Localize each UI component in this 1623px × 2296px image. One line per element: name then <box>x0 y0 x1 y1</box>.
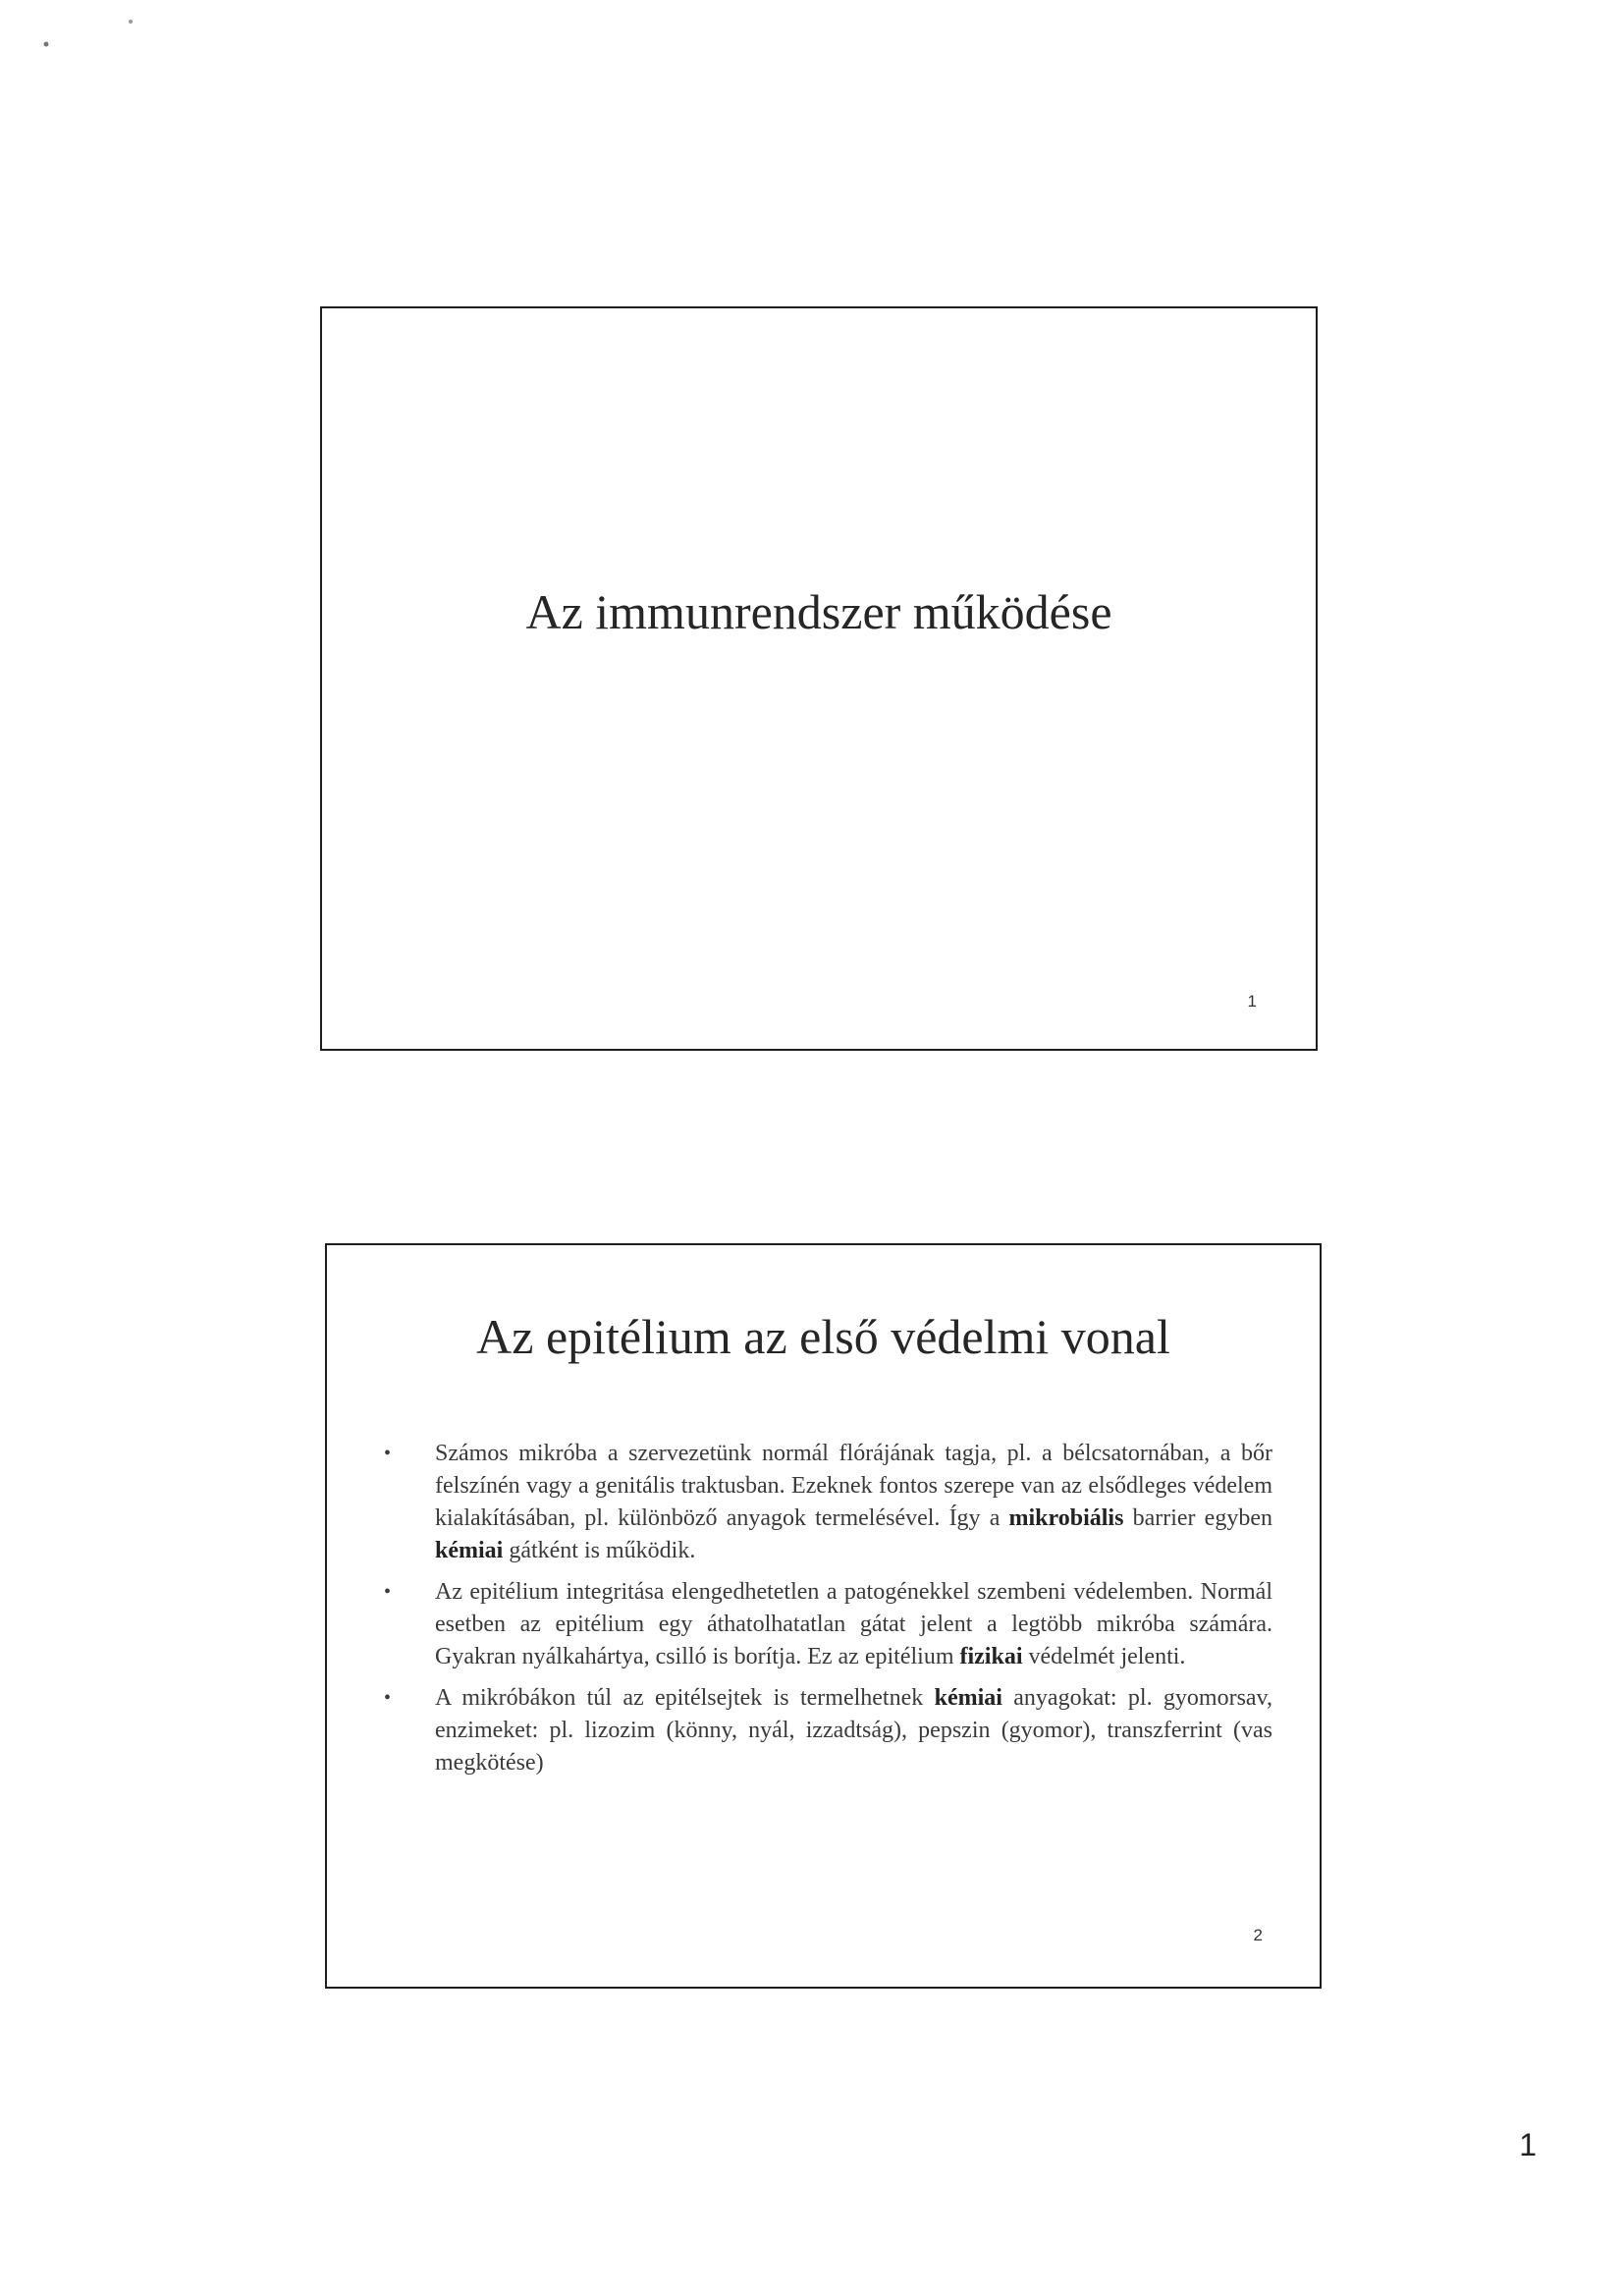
bullet-text: Az epitélium integritása elengedhetetlen a patogénekkel szembeni védelemben. Normál esetben az epitélium egy áthatolhatatlan gátat jelent a legtöbb mikróba számára. Gyakran nyálkahártya, csilló is borítja. Ez az epitélium <box>435 1579 1272 1669</box>
slide-1-number: 1 <box>1247 992 1257 1011</box>
bullet-dot-icon: • <box>384 1443 392 1464</box>
slide-1-title: Az immunrendszer működése <box>525 584 1112 639</box>
bullet-text: Számos mikróba a szervezetünk normál flórájának tagja, pl. a bélcsatornában, a bőr felszínén vagy a genitális traktusban. Ezeknek fontos szerepe van az elsődleges védelem kialakításában, pl. különböző anyagok termelésével. Így a <box>435 1441 1272 1531</box>
bullet-text: gátként is működik. <box>503 1538 696 1563</box>
bold-term: mikrobiális <box>1008 1505 1124 1531</box>
bullet-item <box>384 1576 1272 1673</box>
slide-2-title: Az epitélium az első védelmi vonal <box>476 1309 1170 1364</box>
bold-term: kémiai <box>934 1685 1002 1711</box>
bullet-text: A mikróbákon túl az epitélsejtek is termelhetnek <box>435 1685 935 1711</box>
slide-2-bullet-list <box>384 1438 1272 1788</box>
bullet-item <box>384 1682 1272 1779</box>
slide-2-number: 2 <box>1253 1926 1263 1944</box>
bold-term: kémiai <box>435 1538 504 1563</box>
bullet-dot-icon: • <box>384 1581 392 1603</box>
bullet-text: barrier egyben <box>1123 1505 1272 1531</box>
bullet-dot-icon: • <box>384 1687 392 1709</box>
page-number: 1 <box>1519 2127 1537 2162</box>
bold-term: fizikai <box>959 1644 1023 1669</box>
slide-2 <box>325 1243 1322 1989</box>
bullet-text: anyagokat: pl. gyomorsav, enzimeket: pl. lizozim (könny, nyál, izzadtság), pepszin (gyomor), transzferrint (vas megkötése) <box>435 1685 1272 1776</box>
scan-specks <box>0 0 1623 59</box>
bullet-item <box>384 1438 1272 1567</box>
slide-1 <box>320 306 1318 1051</box>
bullet-text: védelmét jelenti. <box>1022 1644 1186 1669</box>
